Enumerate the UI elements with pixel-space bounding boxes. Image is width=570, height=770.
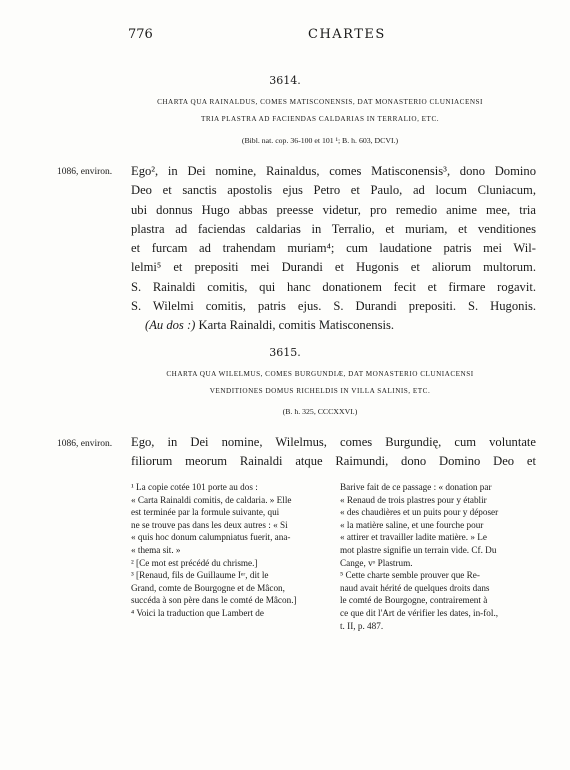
charter-title-line: TRIA PLASTRA AD FACIENDAS CALDARIAS IN TERRALIO, ETC.: [200, 115, 440, 123]
footnote-line: t. II, p. 487.: [340, 620, 384, 631]
dorse-line: [131, 316, 536, 335]
footnote-line: naud avait hérité de quelques droits dans: [340, 582, 490, 593]
footnote-line: le comté de Bourgogne, contrairement à: [340, 595, 488, 606]
footnote-line: « des chaudières et un puits pour y déposer: [340, 507, 499, 518]
charter-title-line: CHARTA QUA WILELMUS, COMES BURGUNDIÆ, DAT MONASTERIO CLUNIACENSI: [166, 370, 474, 378]
footnote-line: « quis hoc donum calumpniatus fuerit, ana-: [131, 532, 291, 543]
footnote-line: Barive fait de ce passage : « donation par: [340, 482, 492, 492]
charter-title-line: VENDITIONES DOMUS RICHELDIS IN VILLA SALINIS, ETC.: [209, 387, 431, 395]
charter-number: 3614.: [269, 74, 301, 87]
footnotes-left: [131, 481, 325, 620]
text-line: lelmi⁵ et prepositi mei Durandi et Hugonis et aliorum multorum.: [131, 260, 536, 275]
footnote-line: « Carta Rainaldi comitis, de caldaria. » Elle: [131, 494, 292, 505]
charter-source: (Bibl. nat. cop. 36-100 et 101 ¹; B. h. 603, DCVI.): [241, 136, 399, 145]
charter-text: [131, 162, 536, 336]
text-line: Deo et sanctis apostolis ejus Petro et Paulo, ad locum Cluniacum,: [131, 183, 536, 198]
footnote-line: ⁴ Voici la traduction que Lambert de: [131, 607, 264, 618]
footnote-line: est terminée par la formule suivante, qui: [131, 507, 280, 518]
footnote-line: Grand, comte de Bourgogne et de Mâcon,: [131, 582, 285, 593]
text-line: S. Rainaldi comitis, qui hanc donationem fecit et firmare rogavit.: [131, 279, 536, 294]
footnote-line: « Renaud de trois plastres pour y établir: [340, 494, 487, 505]
footnote-line: Cange, vᵒ Plastrum.: [340, 557, 413, 568]
text-line: Ego, in Dei nomine, Wilelmus, comes Burgundię, cum voluntate: [131, 435, 536, 449]
text-line: plastra ad faciendas caldarias in Terralio, et muriam, et venditiones: [131, 221, 536, 236]
dorse-label: (Au dos :): [145, 318, 196, 333]
footnote-line: ce que dit l'Art de vérifier les dates, in-fol.,: [340, 607, 499, 618]
charter-date: 1086, environ.: [57, 439, 113, 449]
text-line: filiorum meorum Rainaldi atque Raimundi, dono Domino Deo et: [131, 454, 536, 469]
charter-date: 1086, environ.: [57, 167, 113, 177]
text-line: et furcam ad trahendam muriam⁴; cum laudatione patris mei Wil-: [131, 241, 536, 256]
footnotes-right: [340, 481, 536, 632]
page-number: 776: [128, 27, 153, 42]
running-title: CHARTES: [308, 27, 386, 42]
charter-number: 3615.: [269, 346, 301, 359]
charter-source: (B. h. 325, CCCXXVI.): [282, 407, 358, 416]
charter-title-line: CHARTA QUA RAINALDUS, COMES MATISCONENSIS, DAT MONASTERIO CLUNIACENSI: [157, 98, 483, 106]
charter-text: [131, 433, 536, 472]
footnote-line: ¹ La copie cotée 101 porte au dos :: [131, 482, 258, 492]
footnote-line: ³ [Renaud, fils de Guillaume Iᵉʳ, dit le: [131, 570, 269, 581]
footnote-line: « la matière saline, et une fourche pour: [340, 519, 484, 530]
text-line: ubi donnus Hugo abbas preesse videtur, pro remedio anime mee, tria: [131, 202, 536, 217]
footnote-line: ² [Ce mot est précédé du chrisme.]: [131, 557, 258, 568]
footnote-line: « attirer et travailler ladite matière. » Le: [340, 532, 487, 543]
footnote-line: ne se trouve pas dans les deux autres : « Si: [131, 519, 288, 530]
dorse-text: Karta Rainaldi, comitis Matisconensis.: [198, 318, 395, 333]
footnote-line: mot plastre signifie un terrain vide. Cf. Du: [340, 544, 497, 555]
text-line: Ego², in Dei nomine, Rainaldus, comes Matisconensis³, dono Domino: [131, 164, 536, 178]
text-line: S. Wilelmi comitis, patris ejus. S. Durandi prepositi. S. Hugonis.: [131, 299, 536, 314]
footnote-line: ⁵ Cette charte semble prouver que Re-: [340, 570, 480, 581]
footnote-line: succéda à son père dans le comté de Mâcon.]: [131, 595, 297, 606]
footnote-line: « thema sit. »: [131, 544, 181, 555]
